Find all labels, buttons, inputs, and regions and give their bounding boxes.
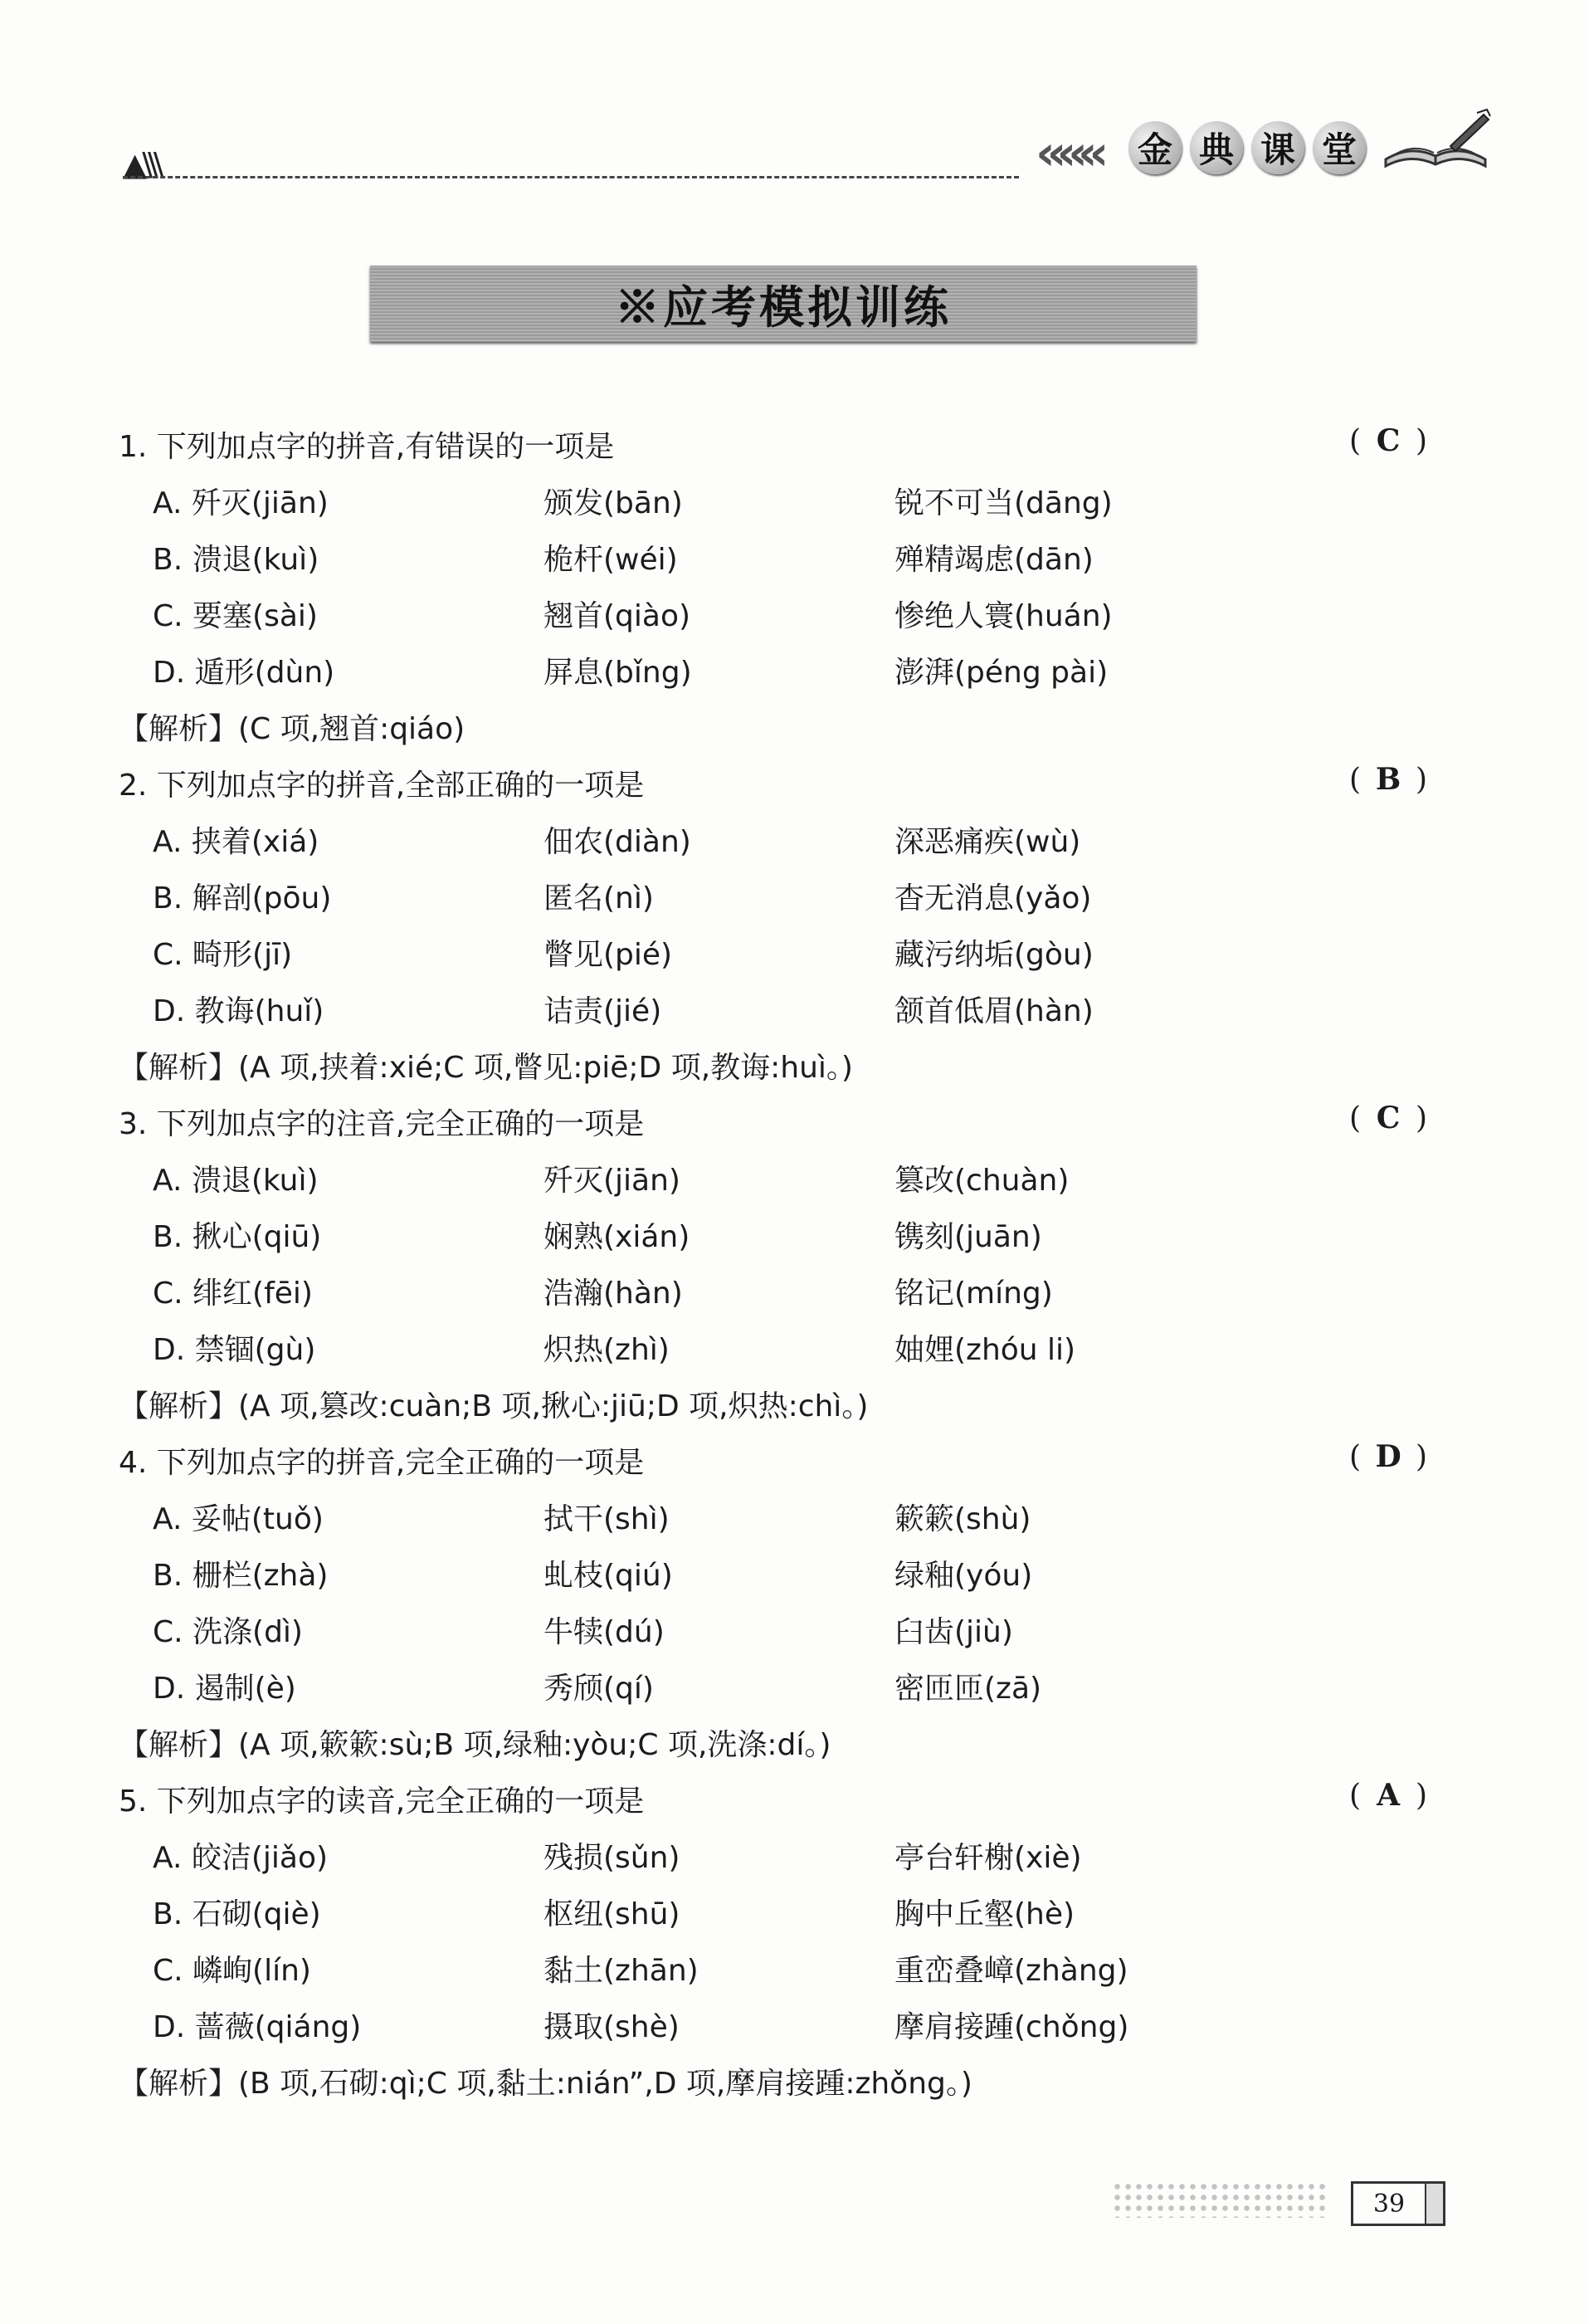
- chevron-left-icon: «««: [1036, 124, 1099, 181]
- option: 惨绝人寰(huán): [894, 599, 1113, 633]
- option: 桅杆(wéi): [543, 543, 678, 577]
- option: 屏息(bǐng): [543, 656, 692, 690]
- option: 秀颀(qí): [543, 1672, 654, 1706]
- option: 拭干(shì): [543, 1502, 670, 1536]
- answer-bracket: ( C ): [1349, 423, 1428, 458]
- option: 佃农(diàn): [543, 825, 691, 859]
- option: C. 畸形(jī): [153, 938, 293, 972]
- option: 镌刻(juān): [894, 1220, 1042, 1254]
- question-stem: 5. 下列加点字的读音,完全正确的一项是: [119, 1784, 645, 1819]
- option: 诘责(jié): [543, 994, 662, 1028]
- answer-bracket: ( D ): [1349, 1439, 1428, 1474]
- answer-bracket: ( C ): [1349, 1101, 1428, 1135]
- option: 篡改(chuàn): [894, 1164, 1070, 1198]
- section-title-banner: [370, 266, 1197, 342]
- brand-char: 堂: [1313, 121, 1366, 174]
- option: A. 溃退(kuì): [153, 1164, 319, 1198]
- option: 胸中丘壑(hè): [894, 1897, 1075, 1931]
- option: 臼齿(jiù): [894, 1615, 1013, 1649]
- answer-letter: C: [1376, 423, 1401, 458]
- answer-letter: B: [1375, 762, 1401, 797]
- option: 藏污纳垢(gòu): [894, 938, 1094, 972]
- header-dashed-rule: [123, 176, 1019, 178]
- option: A. 歼灭(jiān): [153, 486, 329, 520]
- option: 绿釉(yóu): [894, 1559, 1033, 1593]
- option: B. 溃退(kuì): [153, 543, 319, 577]
- option: C. 洗涤(dì): [153, 1615, 303, 1649]
- option: B. 石砌(qiè): [153, 1897, 321, 1931]
- brand-char: 典: [1190, 121, 1243, 174]
- option: 摄取(shè): [543, 2010, 680, 2044]
- answer-letter: D: [1375, 1439, 1401, 1474]
- answer-bracket: ( A ): [1349, 1778, 1428, 1813]
- question-stem: 4. 下列加点字的拼音,完全正确的一项是: [119, 1446, 645, 1480]
- option: D. 蔷薇(qiáng): [153, 2010, 362, 2044]
- option: 重峦叠嶂(zhàng): [894, 1954, 1128, 1988]
- option: 杳无消息(yǎo): [894, 881, 1092, 915]
- option: C. 嶙峋(lín): [153, 1954, 311, 1988]
- option: 娴熟(xián): [543, 1220, 690, 1254]
- analysis-text: 【解析】(A 项,篡改:cuàn;B 项,揪心:jiū;D 项,炽热:chì。): [119, 1389, 869, 1423]
- option: D. 遏制(è): [153, 1672, 296, 1706]
- option: B. 揪心(qiū): [153, 1220, 322, 1254]
- option: 虬枝(qiú): [543, 1559, 673, 1593]
- analysis-text: 【解析】(C 项,翘首:qiáo): [119, 712, 465, 746]
- option: D. 遁形(dùn): [153, 656, 335, 690]
- option: D. 教诲(huǐ): [153, 994, 324, 1028]
- option: 簌簌(shù): [894, 1502, 1031, 1536]
- option: 瞥见(pié): [543, 938, 673, 972]
- option: 妯娌(zhóu li): [894, 1333, 1076, 1367]
- option: 铭记(míng): [894, 1277, 1053, 1311]
- open-book-pen-icon: [1377, 108, 1494, 174]
- answer-bracket: ( B ): [1349, 762, 1428, 797]
- answer-letter: A: [1377, 1778, 1401, 1813]
- option: 亭台轩榭(xiè): [894, 1841, 1082, 1875]
- question-stem: 3. 下列加点字的注音,完全正确的一项是: [119, 1107, 645, 1141]
- option: 枢纽(shū): [543, 1897, 680, 1931]
- section-title: ※应考模拟训练: [615, 280, 952, 334]
- option: 歼灭(jiān): [543, 1164, 680, 1198]
- option: 匿名(nì): [543, 881, 654, 915]
- option: A. 妥帖(tuǒ): [153, 1502, 324, 1536]
- option: 残损(sǔn): [543, 1841, 680, 1875]
- question-stem: 2. 下列加点字的拼音,全部正确的一项是: [119, 769, 645, 803]
- brand-logo: [1128, 121, 1366, 174]
- option: 翘首(qiào): [543, 599, 691, 633]
- page-tab-marker: [1425, 2184, 1443, 2224]
- option: B. 解剖(pōu): [153, 881, 332, 915]
- option: 澎湃(péng pài): [894, 656, 1109, 690]
- option: 牛犊(dú): [543, 1615, 665, 1649]
- analysis-text: 【解析】(B 项,石砌:qì;C 项,黏土:nián”,D 项,摩肩接踵:zhǒng。): [119, 2067, 972, 2101]
- brand-char: 金: [1128, 121, 1182, 174]
- footer-dot-pattern: [1112, 2181, 1328, 2218]
- option: 密匝匝(zā): [894, 1672, 1042, 1706]
- answer-letter: C: [1376, 1101, 1401, 1135]
- option: A. 皎洁(jiǎo): [153, 1841, 329, 1875]
- option: B. 栅栏(zhà): [153, 1559, 329, 1593]
- option: D. 禁锢(gù): [153, 1333, 316, 1367]
- option: 颁发(bān): [543, 486, 683, 520]
- question-stem: 1. 下列加点字的拼音,有错误的一项是: [119, 430, 615, 464]
- option: 炽热(zhì): [543, 1333, 670, 1367]
- analysis-text: 【解析】(A 项,挟着:xié;C 项,瞥见:piē;D 项,教诲:huì。): [119, 1051, 853, 1085]
- option: C. 绯红(fēi): [153, 1277, 313, 1311]
- page-number: 39: [1372, 2189, 1406, 2219]
- option: 黏土(zhān): [543, 1954, 699, 1988]
- header-triangle-icon: ▲\\\: [123, 146, 159, 183]
- option: 颔首低眉(hàn): [894, 994, 1094, 1028]
- option: 殚精竭虑(dān): [894, 543, 1094, 577]
- brand-char: 课: [1251, 121, 1304, 174]
- option: A. 挟着(xiá): [153, 825, 319, 859]
- option: C. 要塞(sài): [153, 599, 318, 633]
- option: 深恶痛疾(wù): [894, 825, 1081, 859]
- page-number-box: [1351, 2181, 1445, 2226]
- analysis-text: 【解析】(A 项,簌簌:sù;B 项,绿釉:yòu;C 项,洗涤:dí。): [119, 1728, 831, 1762]
- option: 摩肩接踵(chǒng): [894, 2010, 1129, 2044]
- option: 锐不可当(dāng): [894, 486, 1113, 520]
- option: 浩瀚(hàn): [543, 1277, 683, 1311]
